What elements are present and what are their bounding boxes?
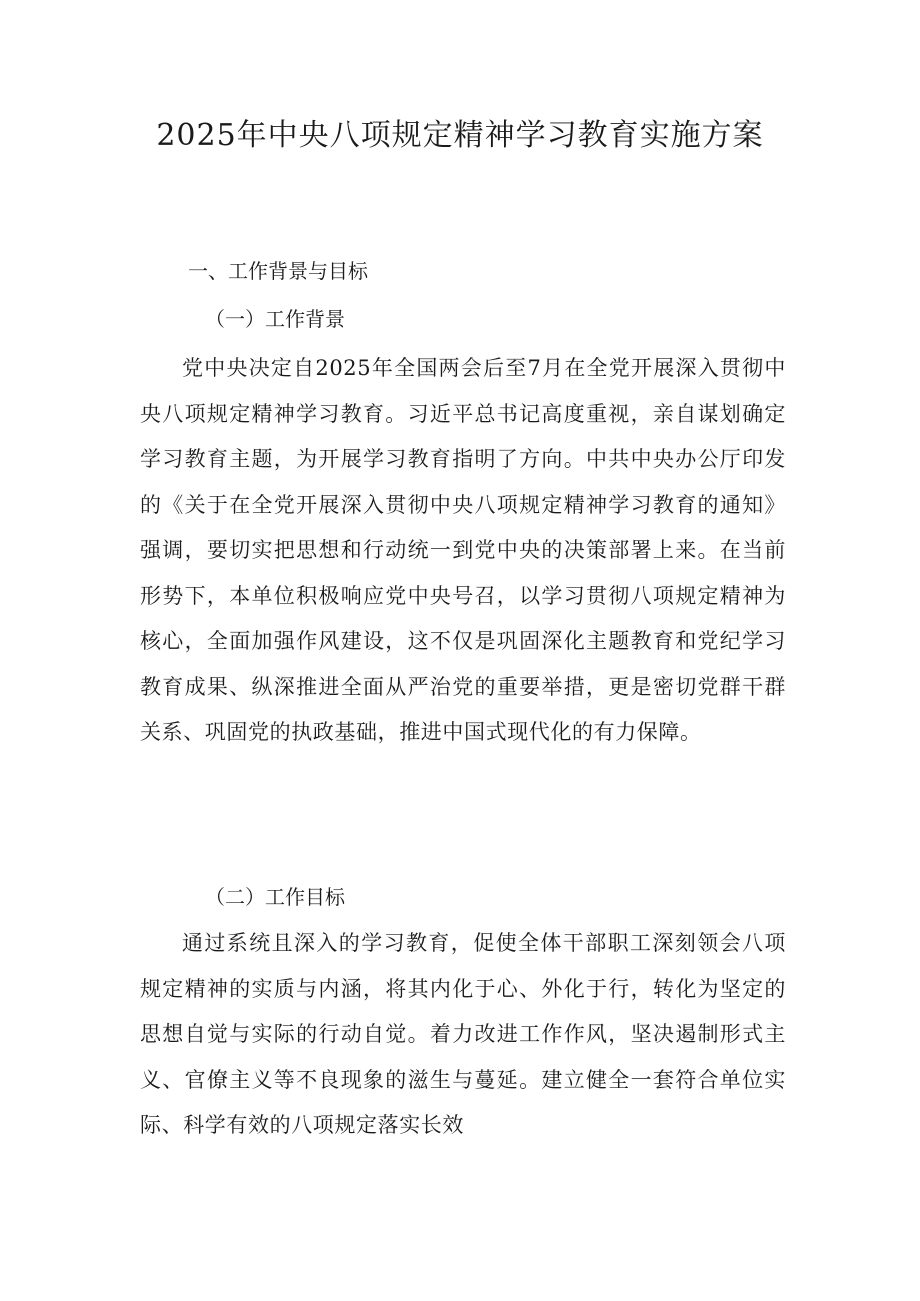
section-heading-background-goals: 一、工作背景与目标 [188, 259, 368, 283]
paragraph-background: 党中央决定自2025年全国两会后至7月在全党开展深入贯彻中央八项规定精神学习教育。习近平总书记高度重视，亲自谋划确定学习教育主题，为开展学习教育指明了方向。中共中央办公厅印发的《关于在全党开展深入贯彻中央八项规定精神学习教育的通知》强调，要切实把思想和行动统一到党中央的决策部署上来。在当前形势下，本单位积极响应党中央号召，以学习贯彻八项规定精神为核心，全面加强作风建设，这不仅是巩固深化主题教育和党纪学习教育成果、纵深推进全面从严治党的重要举措，更是密切党群干群关系、巩固党的执政基础，推进中国式现代化的有力保障。 [140, 356, 786, 744]
document-title: 2025年中央八项规定精神学习教育实施方案 [156, 118, 764, 153]
subsection-heading-background: （一）工作背景 [205, 307, 345, 331]
paragraph-goals: 通过系统且深入的学习教育，促使全体干部职工深刻领会八项规定精神的实质与内涵，将其内化于心、外化于行，转化为坚定的思想自觉与实际的行动自觉。着力改进工作作风，坚决遏制形式主义、官僚主义等不良现象的滋生与蔓延。建立健全一套符合单位实际、科学有效的八项规定落实长效 [140, 931, 786, 1137]
subsection-heading-goals: （二）工作目标 [205, 885, 345, 909]
